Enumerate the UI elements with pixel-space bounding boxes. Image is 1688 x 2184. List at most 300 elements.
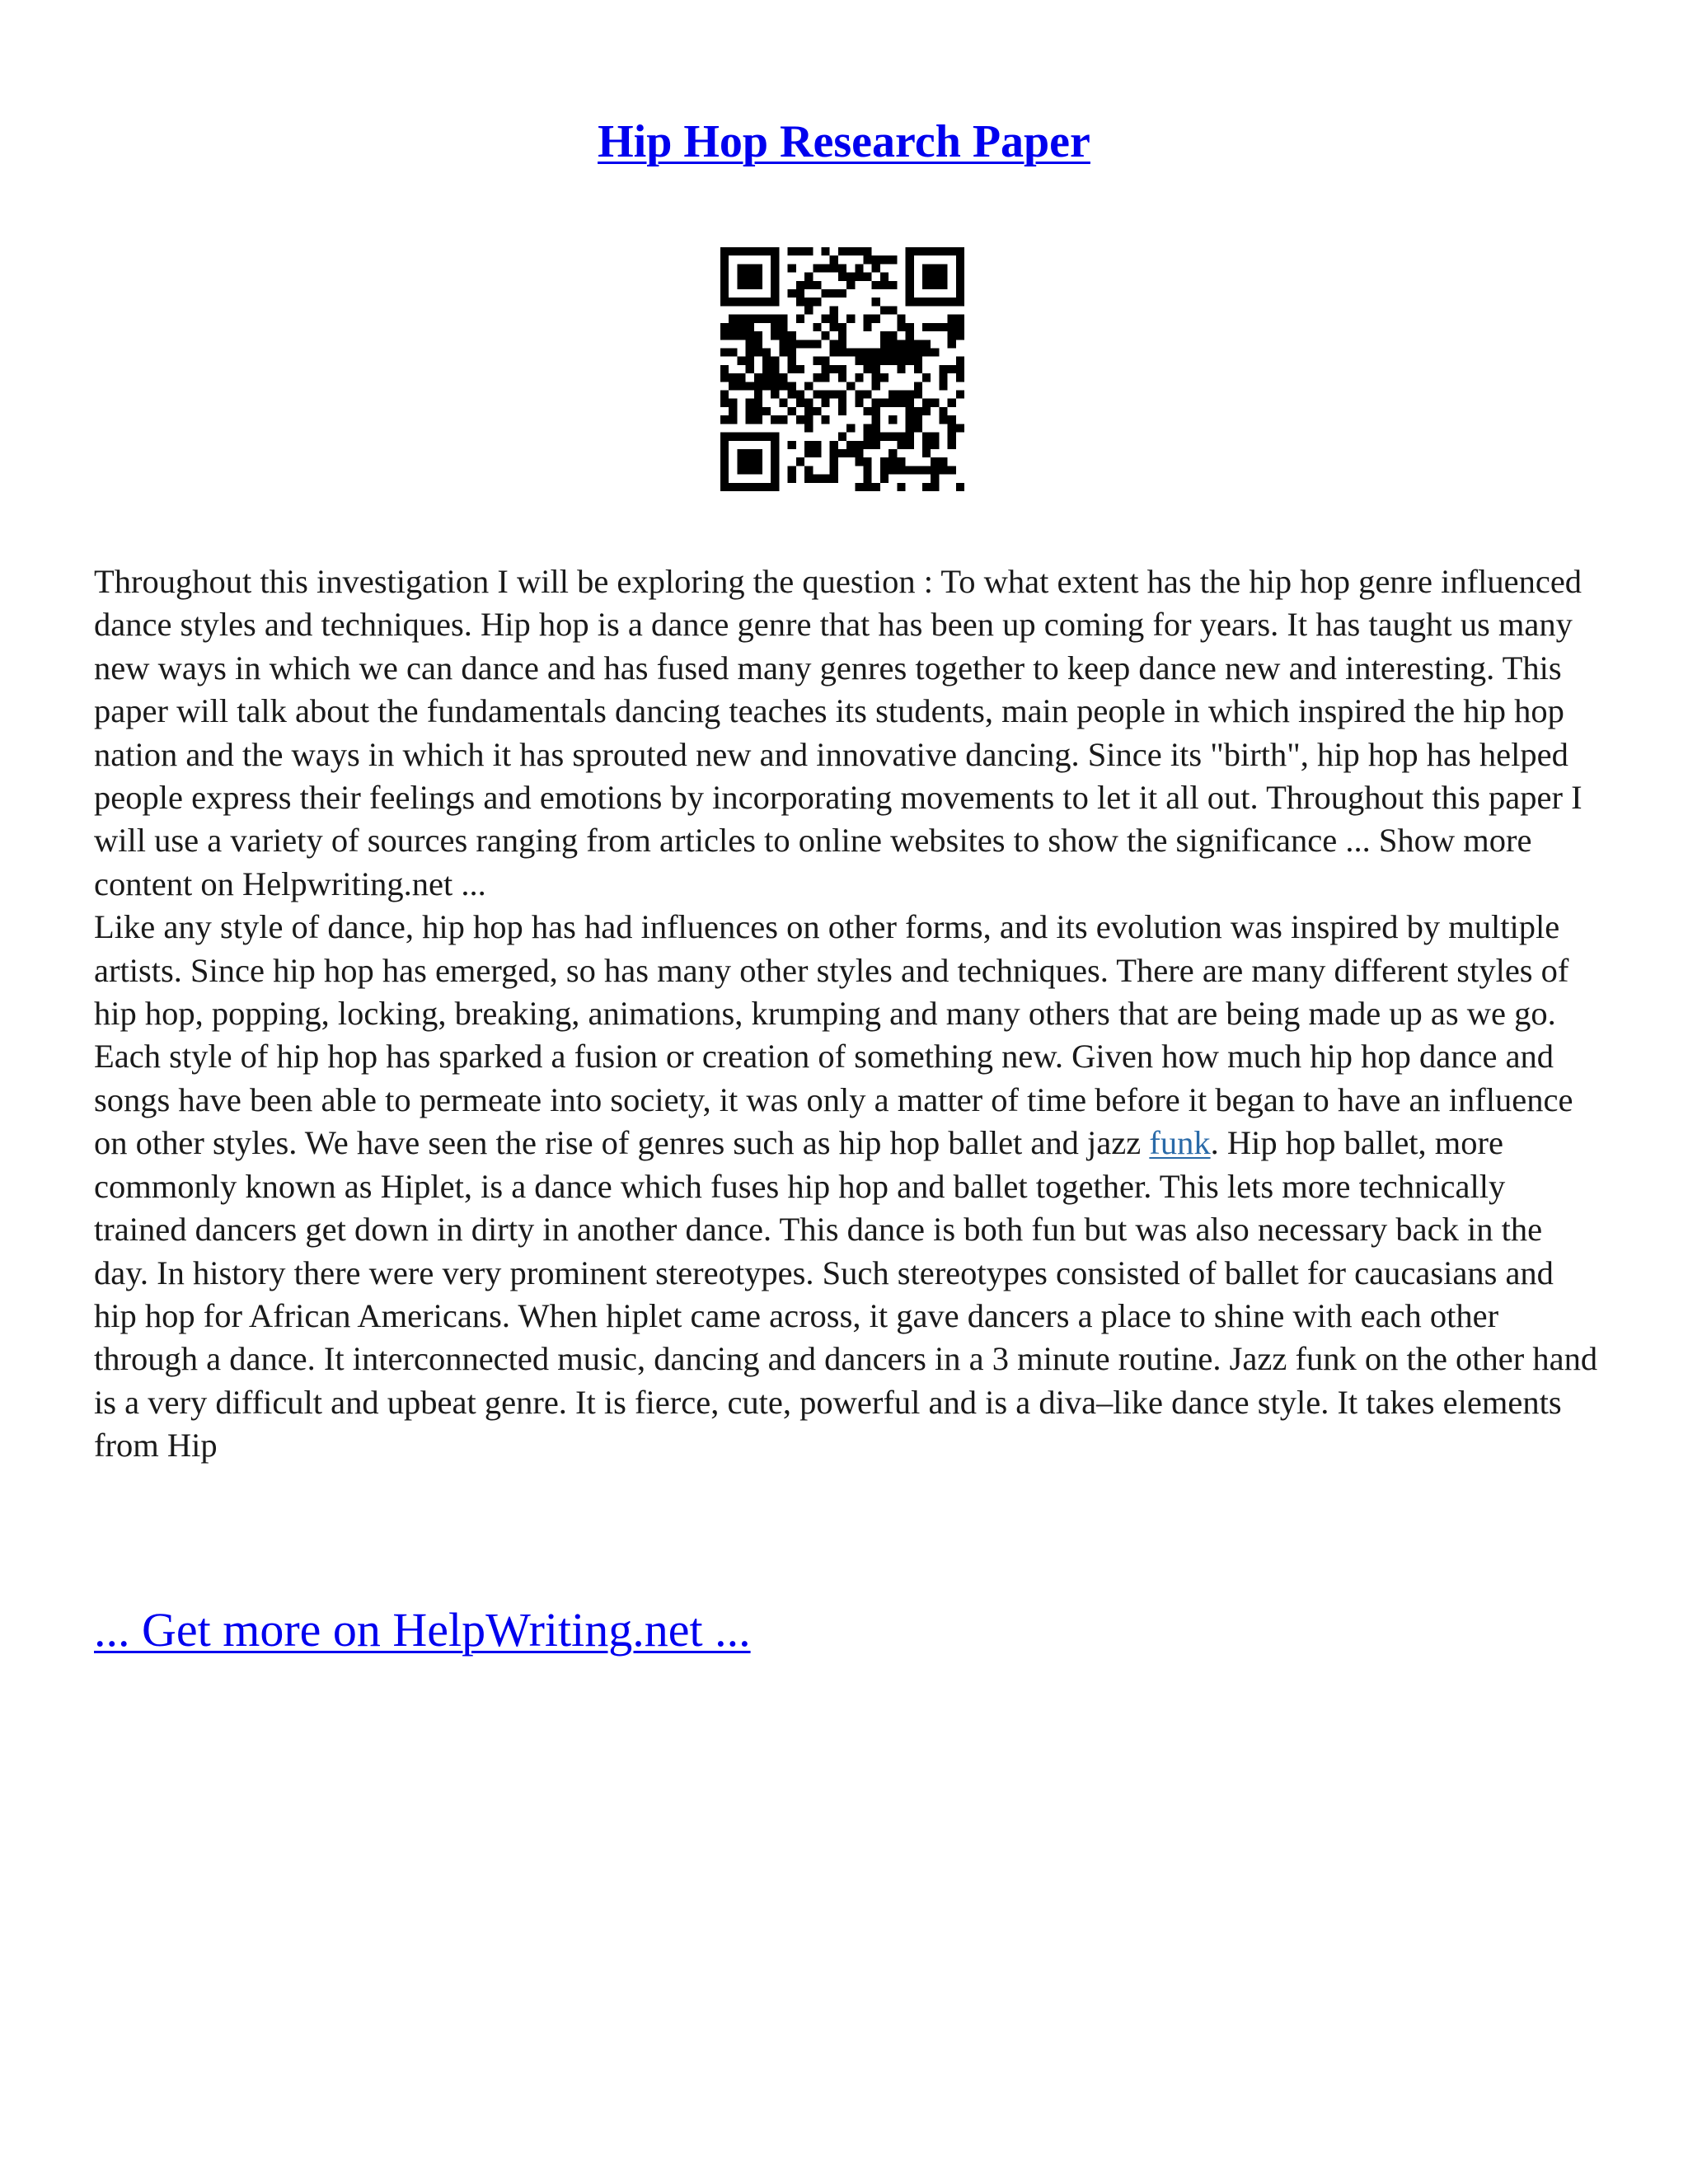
qr-module [746, 315, 754, 323]
qr-module [746, 457, 754, 466]
qr-module [939, 415, 947, 424]
qr-module [779, 315, 787, 323]
qr-module [771, 441, 779, 449]
more-link-container [94, 1602, 751, 1657]
article-body [94, 560, 1602, 1468]
qr-module [796, 281, 804, 289]
qr-module [922, 264, 931, 272]
qr-module [746, 281, 754, 289]
qr-module [796, 365, 804, 373]
qr-module [746, 407, 754, 415]
qr-module [737, 382, 745, 390]
qr-module [746, 264, 754, 272]
qr-module [864, 457, 872, 466]
qr-module [821, 357, 829, 365]
qr-module [779, 331, 787, 340]
qr-module [838, 247, 846, 255]
qr-module [771, 483, 779, 491]
qr-module [804, 399, 813, 407]
qr-module [720, 391, 729, 399]
qr-module [864, 407, 872, 415]
qr-module [864, 255, 872, 264]
qr-module [948, 424, 956, 432]
qr-module [855, 273, 863, 281]
qr-module [931, 323, 939, 331]
qr-module [720, 264, 729, 272]
qr-module [838, 449, 846, 457]
qr-module [804, 449, 813, 457]
qr-module [889, 281, 897, 289]
qr-module [804, 407, 813, 415]
qr-module [762, 348, 771, 356]
qr-module [956, 247, 964, 255]
qr-module [889, 340, 897, 348]
qr-module [720, 365, 729, 373]
qr-module [771, 373, 779, 382]
qr-module [922, 273, 931, 281]
qr-module [746, 247, 754, 255]
qr-module [729, 247, 737, 255]
qr-module [754, 466, 762, 474]
qr-module [737, 298, 745, 306]
qr-module [906, 255, 914, 264]
qr-module [880, 340, 889, 348]
qr-module [804, 273, 813, 281]
qr-module [737, 457, 745, 466]
qr-module [830, 441, 838, 449]
qr-module [821, 315, 829, 323]
qr-module [872, 357, 880, 365]
qr-module [771, 449, 779, 457]
qr-module [737, 247, 745, 255]
qr-module [838, 289, 846, 298]
qr-module [939, 373, 947, 382]
qr-module [956, 298, 964, 306]
qr-module [939, 298, 947, 306]
qr-module [889, 457, 897, 466]
qr-module [729, 348, 737, 356]
qr-module [864, 391, 872, 399]
qr-module [846, 348, 855, 356]
qr-module [804, 475, 813, 483]
qr-module [931, 264, 939, 272]
qr-module [922, 348, 931, 356]
qr-module [821, 289, 829, 298]
qr-module [889, 415, 897, 424]
qr-module [804, 424, 813, 432]
qr-module [846, 281, 855, 289]
qr-module [939, 281, 947, 289]
qr-module [762, 433, 771, 441]
qr-module [948, 247, 956, 255]
qr-module [737, 357, 745, 365]
qr-module [729, 315, 737, 323]
qr-module [914, 466, 922, 474]
qr-module [720, 449, 729, 457]
qr-module [855, 373, 863, 382]
qr-module [948, 331, 956, 340]
qr-module [830, 340, 838, 348]
qr-module [838, 273, 846, 281]
qr-module [729, 407, 737, 415]
qr-module [838, 391, 846, 399]
qr-module [754, 382, 762, 390]
qr-module [922, 407, 931, 415]
qr-module [746, 340, 754, 348]
qr-module [914, 348, 922, 356]
qr-module [948, 399, 956, 407]
qr-module [855, 391, 863, 399]
qr-module [864, 424, 872, 432]
qr-module [906, 407, 914, 415]
qr-module [931, 273, 939, 281]
qr-module [754, 449, 762, 457]
qr-module [880, 357, 889, 365]
qr-module [855, 247, 863, 255]
qr-module [720, 475, 729, 483]
qr-module [746, 323, 754, 331]
qr-module [720, 373, 729, 382]
qr-module [737, 433, 745, 441]
qr-module [922, 466, 931, 474]
qr-module [906, 289, 914, 298]
qr-module [855, 357, 863, 365]
qr-module [906, 273, 914, 281]
qr-module [746, 449, 754, 457]
qr-module [931, 483, 939, 491]
qr-module [880, 373, 889, 382]
qr-module [880, 255, 889, 264]
qr-module [788, 340, 796, 348]
qr-module [906, 323, 914, 331]
qr-module [771, 457, 779, 466]
qr-module [897, 441, 905, 449]
qr-module [939, 247, 947, 255]
qr-module [771, 331, 779, 340]
qr-module [956, 323, 964, 331]
qr-module [754, 298, 762, 306]
qr-module [880, 348, 889, 356]
funk-link[interactable]: funk [1149, 1124, 1211, 1162]
qr-module [729, 331, 737, 340]
qr-module [754, 348, 762, 356]
qr-module [720, 273, 729, 281]
qr-module [813, 373, 821, 382]
qr-module [939, 466, 947, 474]
qr-module [914, 365, 922, 373]
qr-module [762, 365, 771, 373]
qr-module [821, 399, 829, 407]
qr-module [737, 449, 745, 457]
qr-module [872, 441, 880, 449]
qr-module [897, 391, 905, 399]
qr-module [931, 348, 939, 356]
paragraph-styles-part-1: Like any style of dance, hip hop has had influences on other forms, and its evolution was inspired by multiple artists. Since hip hop has emerged, so has many other styles and techniques. There are many different styles of hip hop, popping, locking, breaking, animations, krumping and many others that are being made up as we go. Each style of hip hop has sparked a fusion or creation of something new. Given how much hip hop dance and songs have been able to permeate into society, it was only a matter of time before it began to have an influence on other styles. We have seen the rise of genres such as hip hop ballet and jazz [94, 908, 1573, 1162]
qr-module [838, 340, 846, 348]
qr-module [872, 348, 880, 356]
qr-module [864, 365, 872, 373]
qr-module [746, 399, 754, 407]
qr-module [906, 247, 914, 255]
qr-module [796, 289, 804, 298]
qr-module [771, 264, 779, 272]
qr-module [931, 441, 939, 449]
qr-module [931, 281, 939, 289]
qr-module [846, 449, 855, 457]
qr-module [830, 457, 838, 466]
qr-module [737, 323, 745, 331]
qr-module [906, 433, 914, 441]
qr-module [804, 306, 813, 314]
qr-module [948, 415, 956, 424]
qr-module [897, 365, 905, 373]
qr-module [906, 340, 914, 348]
qr-module [729, 433, 737, 441]
qr-module [779, 340, 787, 348]
qr-code [720, 247, 964, 491]
qr-module [889, 466, 897, 474]
qr-module [746, 298, 754, 306]
qr-module [813, 475, 821, 483]
qr-module [922, 441, 931, 449]
qr-module [804, 382, 813, 390]
qr-module [939, 407, 947, 415]
qr-module [796, 298, 804, 306]
qr-module [720, 483, 729, 491]
qr-module [838, 433, 846, 441]
qr-module [779, 382, 787, 390]
qr-module [872, 264, 880, 272]
qr-module [813, 340, 821, 348]
qr-module [872, 415, 880, 424]
get-more-link[interactable]: ... Get more on HelpWriting.net ... [94, 1603, 751, 1657]
qr-module [737, 331, 745, 340]
qr-module [729, 483, 737, 491]
qr-module [880, 466, 889, 474]
qr-module [922, 247, 931, 255]
qr-module [754, 247, 762, 255]
qr-module [880, 475, 889, 483]
qr-module [720, 289, 729, 298]
qr-module [846, 424, 855, 432]
qr-module [754, 415, 762, 424]
qr-module [762, 357, 771, 365]
qr-module [872, 315, 880, 323]
qr-module [821, 247, 829, 255]
qr-module [779, 415, 787, 424]
qr-module [948, 340, 956, 348]
qr-module [737, 373, 745, 382]
qr-module [813, 357, 821, 365]
qr-module [804, 466, 813, 474]
qr-module [922, 298, 931, 306]
qr-module [821, 415, 829, 424]
qr-module [922, 340, 931, 348]
qr-module [956, 391, 964, 399]
qr-module [939, 365, 947, 373]
qr-module [914, 407, 922, 415]
qr-module [754, 264, 762, 272]
qr-module [729, 399, 737, 407]
qr-module [931, 457, 939, 466]
qr-module [889, 348, 897, 356]
qr-module [746, 331, 754, 340]
qr-module [720, 433, 729, 441]
qr-module [846, 441, 855, 449]
qr-module [779, 399, 787, 407]
qr-module [813, 323, 821, 331]
qr-module [737, 315, 745, 323]
qr-module [746, 348, 754, 356]
qr-module [855, 348, 863, 356]
qr-module [804, 281, 813, 289]
qr-module [771, 323, 779, 331]
qr-module [906, 391, 914, 399]
qr-module [821, 365, 829, 373]
qr-module [838, 365, 846, 373]
qr-module [906, 466, 914, 474]
qr-module [872, 433, 880, 441]
qr-module [948, 433, 956, 441]
qr-module [788, 365, 796, 373]
qr-module [720, 323, 729, 331]
qr-module [771, 273, 779, 281]
qr-module [813, 449, 821, 457]
qr-module [838, 373, 846, 382]
qr-module [788, 441, 796, 449]
qr-module [897, 323, 905, 331]
qr-module [922, 399, 931, 407]
qr-module [914, 298, 922, 306]
qr-module [846, 382, 855, 390]
qr-module [880, 457, 889, 466]
qr-module [771, 298, 779, 306]
qr-module [838, 348, 846, 356]
qr-module [889, 331, 897, 340]
qr-module [729, 323, 737, 331]
qr-module [830, 323, 838, 331]
qr-module [720, 441, 729, 449]
qr-module [906, 424, 914, 432]
qr-module [880, 399, 889, 407]
qr-module [864, 475, 872, 483]
qr-module [830, 289, 838, 298]
qr-module [914, 391, 922, 399]
paragraph-styles [94, 906, 1602, 1467]
qr-module [956, 273, 964, 281]
qr-module [931, 399, 939, 407]
qr-module [864, 441, 872, 449]
qr-module [771, 289, 779, 298]
qr-module [948, 323, 956, 331]
qr-module [729, 382, 737, 390]
qr-module [880, 273, 889, 281]
qr-module [796, 457, 804, 466]
qr-module [746, 483, 754, 491]
qr-module [779, 323, 787, 331]
qr-module [956, 483, 964, 491]
qr-module [855, 457, 863, 466]
qr-module [821, 331, 829, 340]
qr-module [906, 348, 914, 356]
qr-module [746, 466, 754, 474]
qr-module [956, 331, 964, 340]
qr-module [922, 323, 931, 331]
qr-module [779, 348, 787, 356]
qr-module [737, 264, 745, 272]
qr-module [821, 391, 829, 399]
qr-module [897, 348, 905, 356]
qr-module [948, 365, 956, 373]
qr-module [746, 365, 754, 373]
qr-module [922, 433, 931, 441]
qr-module [788, 264, 796, 272]
qr-module [897, 315, 905, 323]
qr-module [922, 449, 931, 457]
qr-module [906, 415, 914, 424]
qr-module [813, 281, 821, 289]
qr-module [855, 399, 863, 407]
qr-module [889, 433, 897, 441]
qr-module [864, 273, 872, 281]
qr-module [754, 373, 762, 382]
qr-module [754, 273, 762, 281]
qr-module [889, 306, 897, 314]
qr-module [906, 281, 914, 289]
qr-module [889, 391, 897, 399]
qr-module [939, 457, 947, 466]
qr-module [796, 247, 804, 255]
paragraph-styles-part-2: . Hip hop ballet, more commonly known as Hiplet, is a dance which fuses hip hop and ballet together. This lets more technically trained dancers get down in dirty in another dance. This dance is both fun but was also necessary back in the day. In history there were very prominent stereotypes. Such stereotypes consisted of ballet for caucasians and hip hop for African Americans. When hiplet came across, it gave dancers a place to shine with each other through a dance. It interconnected music, dancing and dancers in a 3 minute routine. Jazz funk on the other hand is a very difficult and upbeat genre. It is fierce, cute, powerful and is a diva–like dance style. It takes elements from Hip [94, 1124, 1598, 1465]
qr-module [821, 475, 829, 483]
qr-module [762, 298, 771, 306]
qr-module [830, 306, 838, 314]
qr-module [864, 357, 872, 365]
qr-module [754, 331, 762, 340]
qr-module [779, 373, 787, 382]
qr-module [788, 348, 796, 356]
qr-module [914, 424, 922, 432]
qr-module [762, 373, 771, 382]
qr-module [771, 475, 779, 483]
qr-module [729, 373, 737, 382]
qr-module [771, 255, 779, 264]
qr-module [746, 382, 754, 390]
qr-module [796, 315, 804, 323]
qr-module [889, 449, 897, 457]
qr-module [754, 483, 762, 491]
qr-module [746, 433, 754, 441]
qr-module [754, 391, 762, 399]
qr-module [864, 348, 872, 356]
qr-module [754, 407, 762, 415]
qr-module [762, 382, 771, 390]
qr-module [906, 298, 914, 306]
qr-module [838, 323, 846, 331]
qr-module [838, 399, 846, 407]
qr-module [796, 399, 804, 407]
qr-module [914, 247, 922, 255]
qr-module [813, 407, 821, 415]
qr-module [830, 466, 838, 474]
document-title-link[interactable]: Hip Hop Research Paper [598, 116, 1090, 167]
qr-module [939, 264, 947, 272]
qr-module [880, 281, 889, 289]
qr-module [771, 382, 779, 390]
qr-module [720, 466, 729, 474]
qr-module [939, 273, 947, 281]
qr-module [956, 373, 964, 382]
